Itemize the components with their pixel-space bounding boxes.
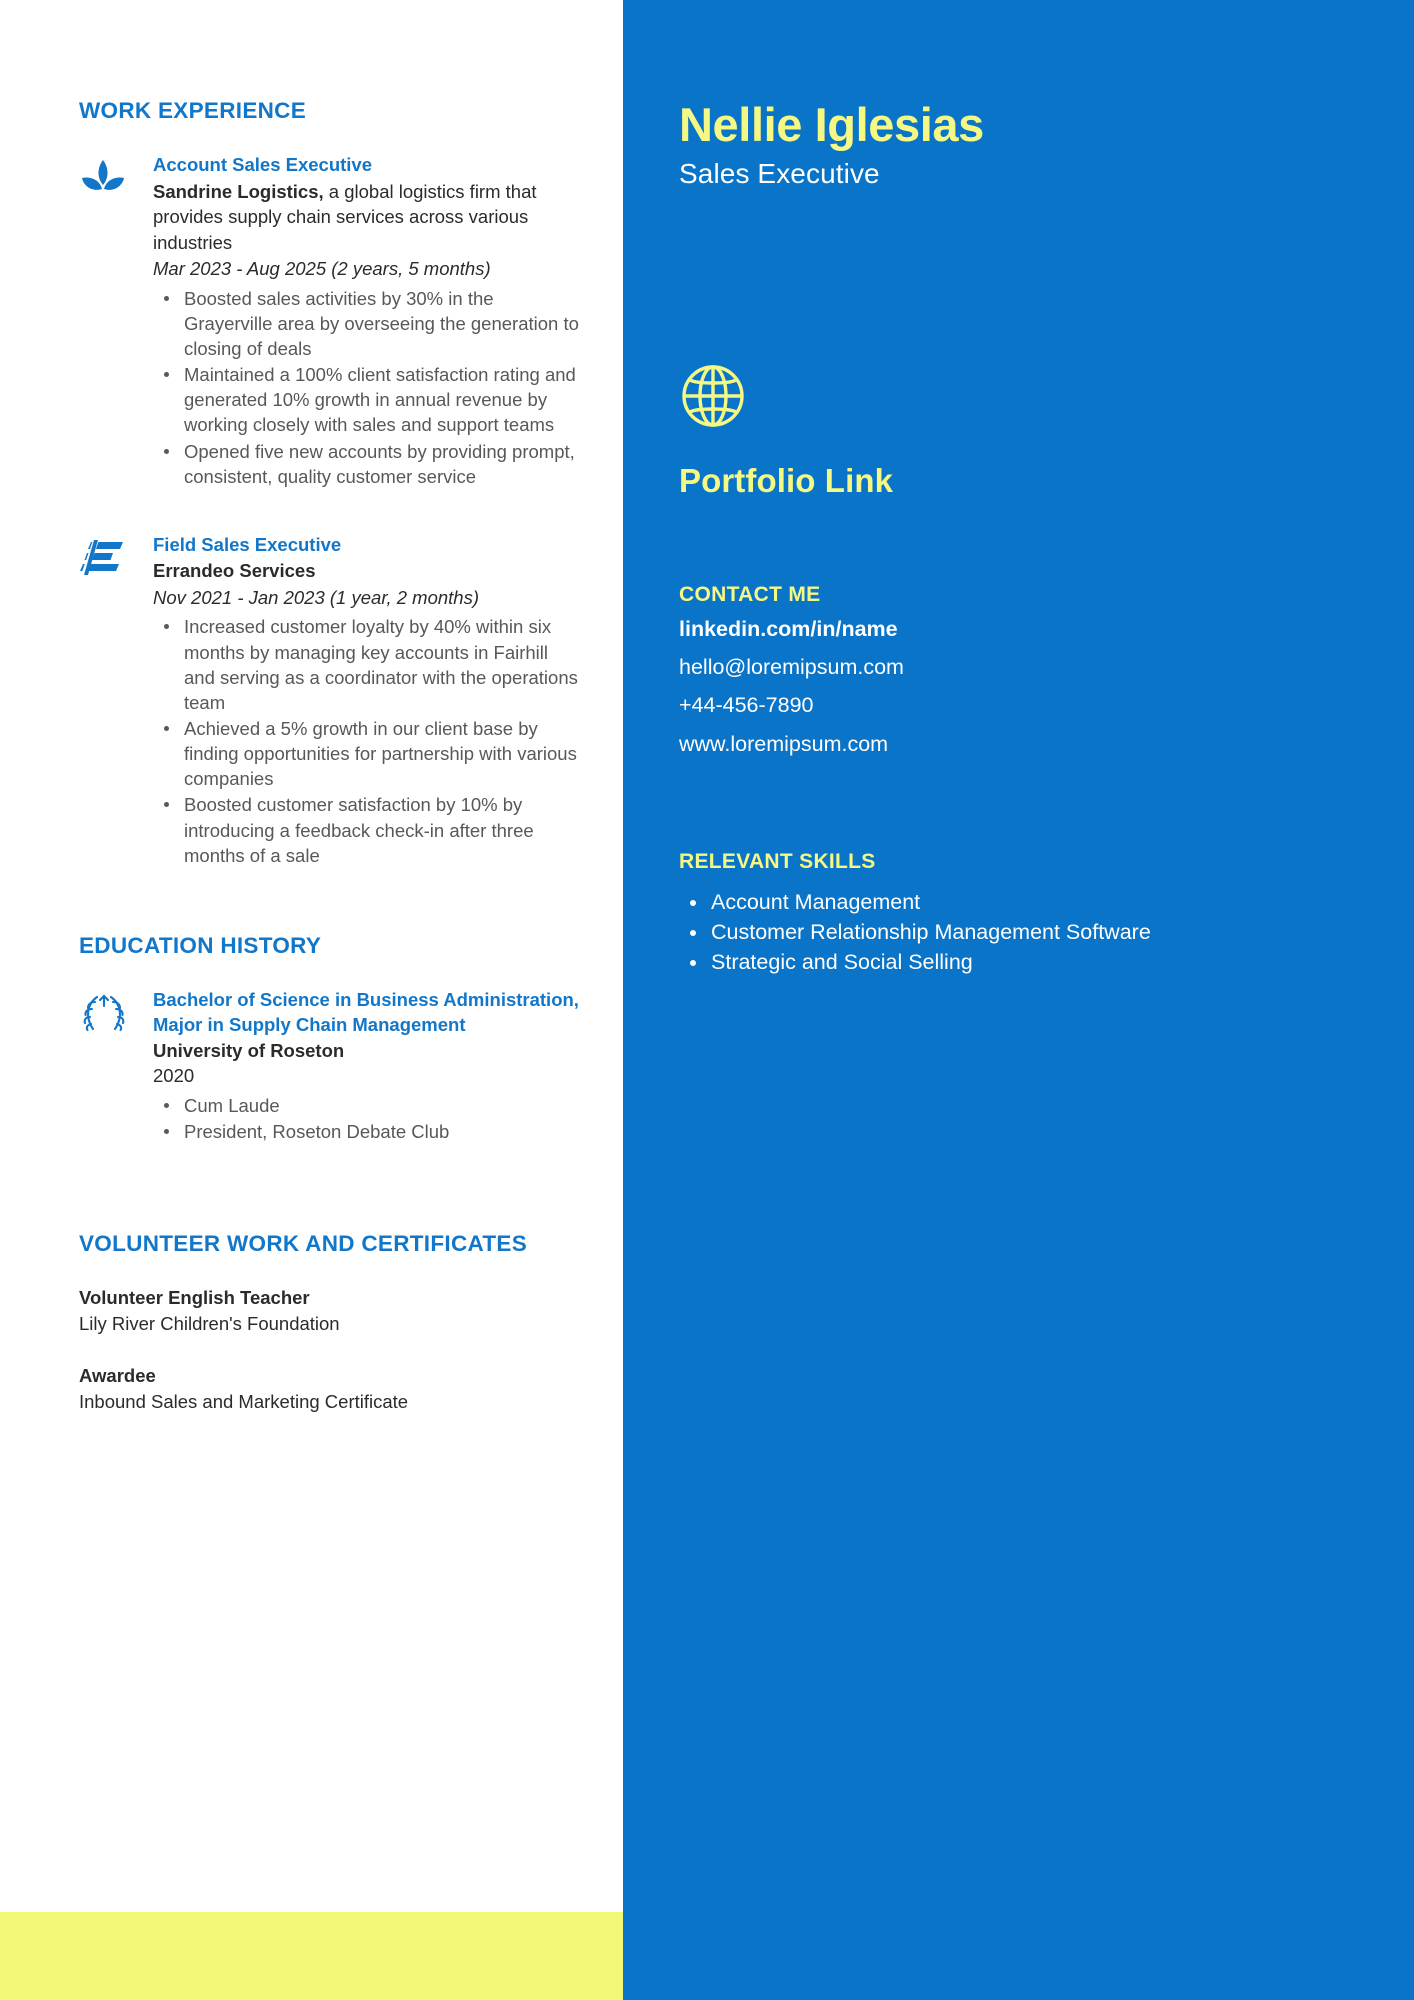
laurel-wreath-icon (79, 987, 153, 1145)
section-heading-work-experience: WORK EXPERIENCE (79, 98, 307, 123)
job-bullet: Increased customer loyalty by 40% within six months by managing key accounts in Fairhill and serving as a coordinator with the operations team (153, 614, 583, 715)
right-column (623, 0, 1414, 2000)
education-entry (79, 987, 583, 1145)
skills-section (679, 850, 1354, 976)
education-entry-body (153, 987, 583, 1145)
globe-icon[interactable] (679, 362, 1354, 435)
e-logo-icon (79, 532, 153, 869)
job-bullet: Achieved a 5% growth in our client base by finding opportunities for partnership with various companies (153, 716, 583, 791)
spacer (79, 1151, 583, 1231)
work-entry-body (153, 532, 583, 869)
work-entry-body (153, 152, 583, 490)
section-heading-education-history: EDUCATION HISTORY (79, 932, 322, 958)
degree-title: Bachelor of Science in Business Administration, Major in Supply Chain Management (153, 988, 579, 1036)
skill-item: Account Management (679, 890, 1354, 915)
school-name: University of Roseton (153, 1039, 345, 1061)
volunteer-organization: Inbound Sales and Marketing Certificate (79, 1390, 409, 1412)
education-bullet: President, Roseton Debate Club (153, 1119, 583, 1144)
work-entry (79, 152, 583, 490)
contact-section (679, 583, 1354, 760)
job-bullet: Opened five new accounts by providing prompt, consistent, quality customer service (153, 439, 583, 489)
job-title: Field Sales Executive (153, 533, 342, 555)
section-heading-relevant-skills: RELEVANT SKILLS (679, 849, 876, 873)
job-bullet: Maintained a 100% client satisfaction rating and generated 10% growth in annual revenue by working closely with sales and support teams (153, 362, 583, 437)
job-title: Account Sales Executive (153, 154, 373, 175)
portfolio-link-label[interactable]: Portfolio Link (679, 462, 894, 500)
skill-item: Strategic and Social Selling (679, 950, 1354, 975)
contact-linkedin[interactable]: linkedin.com/in/name (679, 617, 898, 642)
education-bullet: Cum Laude (153, 1093, 583, 1118)
contact-email[interactable]: hello@loremipsum.com (679, 655, 904, 680)
candidate-name: Nellie Iglesias (679, 98, 984, 151)
job-bullets (153, 286, 583, 489)
leaf-icon (79, 152, 153, 490)
spacer (79, 875, 583, 933)
contact-website[interactable]: www.loremipsum.com (679, 731, 889, 756)
job-dates: Mar 2023 - Aug 2025 (2 years, 5 months) (153, 258, 491, 280)
section-heading-contact-me: CONTACT ME (679, 583, 821, 607)
job-organization-description: a global logistics firm that provides supply chain services across various industries (153, 180, 537, 253)
bottom-accent-bar (0, 1912, 623, 2000)
skill-item: Customer Relationship Management Software (679, 920, 1354, 945)
job-organization-name: Sandrine Logistics, (153, 180, 324, 202)
education-bullets (153, 1093, 583, 1144)
job-bullet: Boosted customer satisfaction by 10% by introducing a feedback check-in after three months of a sale (153, 792, 583, 867)
graduation-year: 2020 (153, 1065, 195, 1087)
job-organization (153, 179, 583, 256)
candidate-role: Sales Executive (679, 158, 880, 190)
spacer (79, 496, 583, 532)
job-bullets (153, 614, 583, 868)
job-bullet: Boosted sales activities by 30% in the Grayerville area by overseeing the generation to closing of deals (153, 286, 583, 361)
skills-list (679, 890, 1354, 976)
volunteer-role: Awardee (79, 1365, 156, 1387)
volunteer-item (79, 1285, 583, 1337)
volunteer-item (79, 1363, 583, 1415)
section-heading-volunteer-work: VOLUNTEER WORK AND CERTIFICATES (79, 1231, 528, 1257)
volunteer-role: Volunteer English Teacher (79, 1287, 310, 1309)
contact-phone[interactable]: +44-456-7890 (679, 693, 814, 718)
volunteer-organization: Lily River Children's Foundation (79, 1313, 340, 1335)
left-column (0, 0, 623, 2000)
job-dates: Nov 2021 - Jan 2023 (1 year, 2 months) (153, 586, 479, 608)
job-organization (153, 558, 583, 584)
job-organization-name: Errandeo Services (153, 560, 316, 582)
work-entry (79, 532, 583, 869)
